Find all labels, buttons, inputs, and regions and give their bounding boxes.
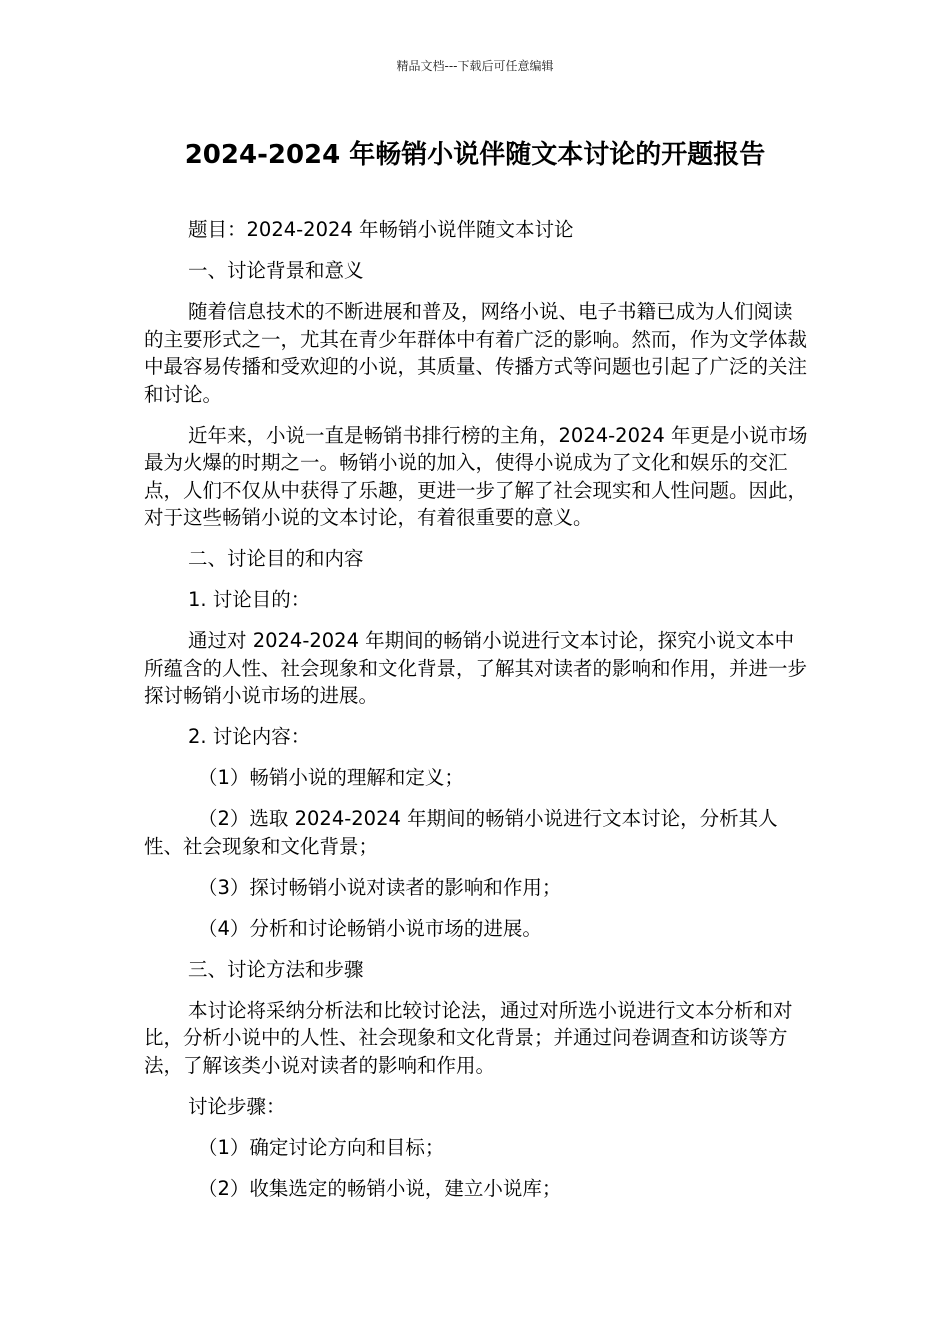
section-heading-background: 一、讨论背景和意义 — [188, 259, 364, 282]
list-item-content-2: （2）选取 2024-2024 年期间的畅销小说进行文本讨论，分析其人性、社会现象和文化背景； — [144, 807, 778, 858]
list-item-content-4: （4）分析和讨论畅销小说市场的进展。 — [198, 916, 542, 940]
page-header: 精品文档---下载后可任意编辑 — [396, 59, 554, 73]
document-body — [144, 216, 809, 1216]
list-item-content-3: （3）探讨畅销小说对读者的影响和作用； — [198, 875, 562, 899]
subheading-purpose: 1. 讨论目的： — [188, 588, 311, 611]
paragraph-background-1: 随着信息技术的不断进展和普及，网络小说、电子书籍已成为人们阅读的主要形式之一，尤其在青少年群体中有着广泛的影响。然而，作为文学体裁中最容易传播和受欢迎的小说，其质量、传播方式等问题也引起了广泛的关注和讨论。 — [144, 300, 808, 406]
paragraph-purpose: 通过对 2024-2024 年期间的畅销小说进行文本讨论，探究小说文本中所蕴含的人性、社会现象和文化背景，了解其对读者的影响和作用，并进一步探讨畅销小说市场的进展。 — [144, 629, 808, 707]
section-heading-purpose: 二、讨论目的和内容 — [188, 547, 364, 570]
subheading-content: 2. 讨论内容： — [188, 725, 311, 748]
list-item-content-1: （1）畅销小说的理解和定义； — [198, 766, 464, 789]
paragraph-background-2: 近年来，小说一直是畅销书排行榜的主角，2024-2024 年更是小说市场最为火爆的时期之一。畅销小说的加入，使得小说成为了文化和娱乐的交汇点，人们不仅从中获得了乐趣，更进一步了解了社会现实和人性问题。因此，对于这些畅销小说的文本讨论，有着很重要的意义。 — [144, 423, 808, 529]
paragraph-methods: 本讨论将采纳分析法和比较讨论法，通过对所选小说进行文本分析和对比，分析小说中的人性、社会现象和文化背景；并通过问卷调查和访谈等方法，了解该类小说对读者的影响和作用。 — [144, 998, 793, 1077]
subject-line: 题目：2024-2024 年畅销小说伴随文本讨论 — [188, 218, 574, 241]
subheading-steps: 讨论步骤： — [188, 1094, 286, 1118]
section-heading-methods: 三、讨论方法和步骤 — [188, 957, 364, 981]
document-title: 2024-2024 年畅销小说伴随文本讨论的开题报告 — [184, 140, 766, 170]
list-item-step-1: （1）确定讨论方向和目标； — [198, 1135, 445, 1159]
list-item-step-2: （2）收集选定的畅销小说，建立小说库； — [198, 1176, 562, 1200]
